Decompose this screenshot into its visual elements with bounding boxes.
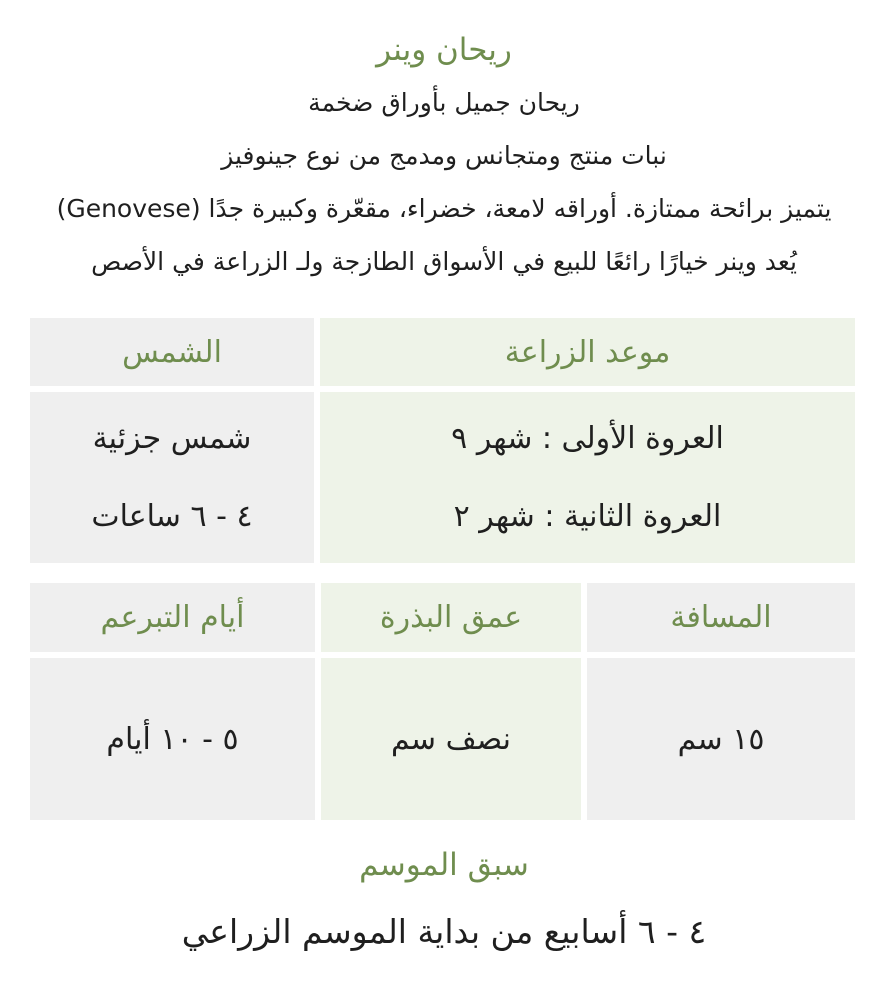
planting-date-header: موعد الزراعة <box>320 318 855 386</box>
planting-table <box>30 318 855 563</box>
specs-table <box>30 583 855 820</box>
germination-value: ٥ - ١٠ أيام <box>30 658 315 820</box>
description-line-1: ريحان جميل بأوراق ضخمة <box>308 88 580 117</box>
sun-line-1: شمس جزئية <box>92 420 252 456</box>
product-title: ريحان وينر <box>376 32 512 68</box>
description-line-3: يتميز برائحة ممتازة. أوراقه لامعة، خضراء، مقعّرة وكبيرة جدًا (Genovese) <box>56 194 832 223</box>
sun-cell <box>30 392 314 563</box>
planting-date-line-1: العروة الأولى : شهر ٩ <box>451 420 724 456</box>
seed-depth-value: نصف سم <box>321 658 581 820</box>
spacing-header: المسافة <box>587 583 855 652</box>
pre-season-section <box>0 838 888 972</box>
germination-header: أيام التبرعم <box>30 583 315 652</box>
sun-line-2: ٤ - ٦ ساعات <box>91 498 253 534</box>
spacing-value: ١٥ سم <box>587 658 855 820</box>
planting-date-line-2: العروة الثانية : شهر ٢ <box>453 498 722 534</box>
pre-season-label: سبق الموسم <box>359 847 529 883</box>
description-line-2: نبات منتج ومتجانس ومدمج من نوع جينوفيز <box>221 141 667 170</box>
pre-season-value: ٤ - ٦ أسابيع من بداية الموسم الزراعي <box>181 912 707 951</box>
sun-header: الشمس <box>30 318 314 386</box>
intro-section <box>0 24 888 288</box>
planting-date-cell <box>320 392 855 563</box>
seed-depth-header: عمق البذرة <box>321 583 581 652</box>
description-line-4: يُعد وينر خيارًا رائعًا للبيع في الأسواق الطازجة ولـ الزراعة في الأصص <box>91 247 797 276</box>
